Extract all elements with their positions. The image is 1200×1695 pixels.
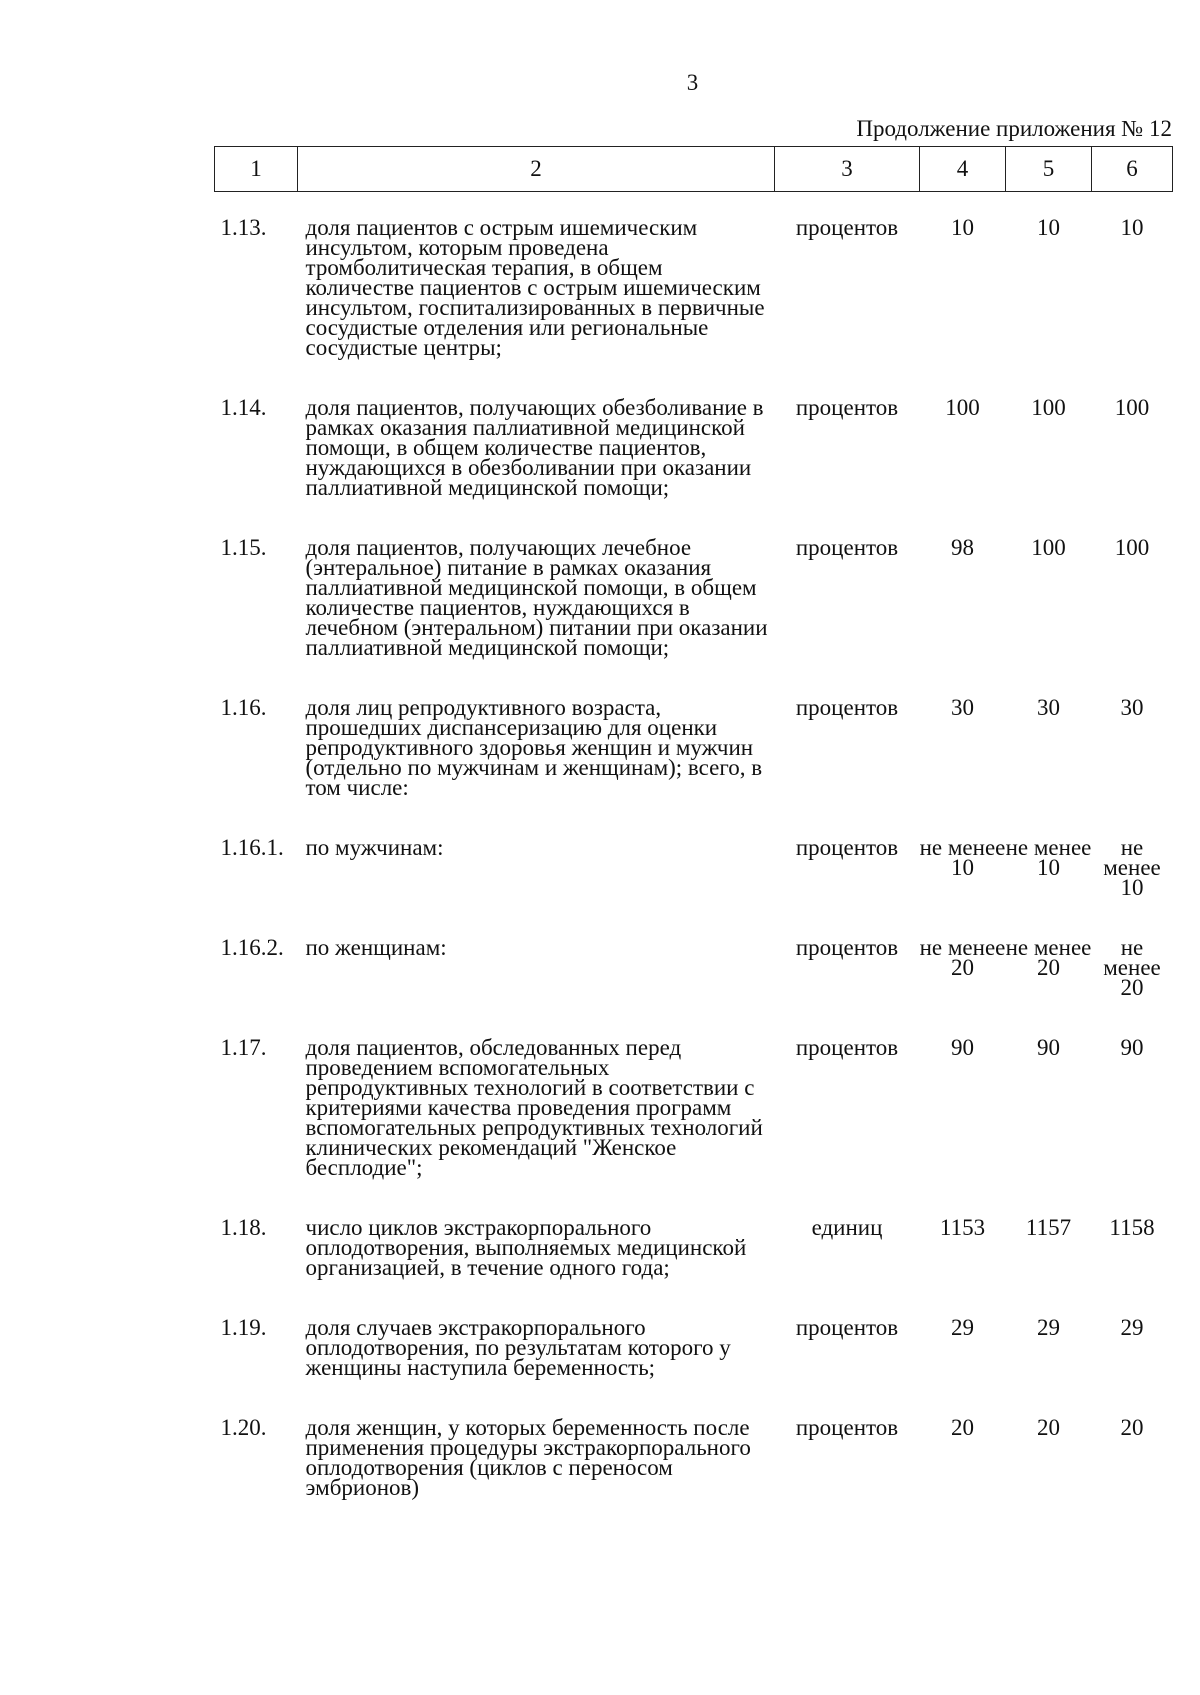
- row-value-col6: не менее 10: [1103, 835, 1161, 900]
- row-description: доля пациентов, получающих обезболивание в рамках оказания паллиативной медицинской помощи, в общем количестве пациентов, нуждающихся в обезболивании при оказании паллиативной медицинской помощи;: [305, 395, 764, 500]
- row-value-col5: не менее 10: [1005, 835, 1092, 880]
- row-value-col4: 30: [951, 695, 974, 720]
- row-value-col5: 90: [1037, 1035, 1060, 1060]
- row-number: 1.14.: [220, 395, 267, 420]
- row-description: доля пациентов, обследованных перед проведением вспомогательных репродуктивных технологий в соответствии с критериями качества проведения программ вспомогательных репродуктивных технологий клинических рекомендаций "Женское бесплодие";: [305, 1035, 763, 1180]
- row-unit: процентов: [795, 535, 899, 560]
- row-value-col4: 1153: [939, 1215, 986, 1240]
- row-description: доля пациентов, получающих лечебное (энтеральное) питание в рамках оказания паллиативной медицинской помощи, в общем количестве пациентов, нуждающихся в лечебном (энтеральном) питании при оказании паллиативной медицинской помощи;: [305, 535, 768, 660]
- row-unit: процентов: [795, 395, 899, 420]
- row-number: 1.20.: [220, 1415, 267, 1440]
- column-header: 6: [1092, 147, 1173, 192]
- row-number: 1.19.: [220, 1315, 267, 1340]
- row-unit: процентов: [795, 835, 899, 860]
- table-row: [215, 398, 1173, 498]
- row-number: 1.16.1.: [220, 835, 284, 860]
- page-number: 3: [686, 70, 699, 95]
- row-number: 1.17.: [220, 1035, 267, 1060]
- row-number: 1.13.: [220, 215, 267, 240]
- row-value-col5: 29: [1037, 1315, 1060, 1340]
- table-row: [215, 1038, 1173, 1178]
- row-number: 1.16.2.: [220, 935, 284, 960]
- row-value-col6: 90: [1120, 1035, 1144, 1060]
- row-description: доля лиц репродуктивного возраста, прошедших диспансеризацию для оценки репродуктивного здоровья женщин и мужчин (отдельно по мужчинам и женщинам); всего, в том числе:: [305, 695, 763, 800]
- table-row: [215, 938, 1173, 998]
- table-row: [215, 1318, 1173, 1378]
- row-value-col6: 29: [1120, 1315, 1144, 1340]
- column-header: 5: [1006, 147, 1092, 192]
- row-description: доля женщин, у которых беременность после применения процедуры экстракорпорального оплодотворения (циклов с переносом эмбрионов): [305, 1415, 751, 1500]
- table-header: [215, 147, 1173, 192]
- row-value-col4: 29: [951, 1315, 974, 1340]
- row-value-col4: 20: [951, 1415, 974, 1440]
- row-value-col4: не менее 20: [919, 935, 1006, 980]
- row-value-col4: 10: [951, 215, 974, 240]
- row-number: 1.16.: [220, 695, 267, 720]
- row-value-col6: не менее 20: [1103, 935, 1161, 1000]
- row-value-col4: 98: [951, 535, 974, 560]
- row-number: 1.18.: [220, 1215, 267, 1240]
- row-unit: процентов: [795, 935, 899, 960]
- row-value-col6: 10: [1120, 215, 1144, 240]
- row-description: доля случаев экстракорпорального оплодотворения, по результатам которого у женщины наступила беременность;: [305, 1315, 731, 1380]
- table-row: [215, 1218, 1173, 1278]
- table-row: [215, 698, 1173, 798]
- column-header: 4: [920, 147, 1006, 192]
- row-value-col5: 10: [1037, 215, 1060, 240]
- table-row: [215, 838, 1173, 898]
- row-unit: процентов: [795, 1315, 899, 1340]
- row-value-col5: 100: [1031, 395, 1066, 420]
- row-value-col5: не менее 20: [1005, 935, 1092, 980]
- table-row: [215, 218, 1173, 358]
- continuation-caption: Продолжение приложения № 12: [856, 116, 1172, 141]
- row-value-col5: 100: [1031, 535, 1066, 560]
- row-value-col6: 20: [1120, 1415, 1144, 1440]
- row-value-col6: 1158: [1109, 1215, 1155, 1240]
- row-value-col4: 90: [951, 1035, 974, 1060]
- row-unit: процентов: [795, 215, 899, 240]
- table-row: [215, 1418, 1173, 1498]
- row-value-col4: не менее 10: [919, 835, 1006, 880]
- row-value-col5: 30: [1037, 695, 1060, 720]
- row-value-col5: 20: [1037, 1415, 1060, 1440]
- row-value-col6: 30: [1120, 695, 1144, 720]
- row-unit: процентов: [795, 1035, 899, 1060]
- row-description: по женщинам:: [305, 935, 447, 960]
- row-value-col5: 1157: [1025, 1215, 1072, 1240]
- column-header: 2: [298, 147, 775, 192]
- row-value-col6: 100: [1114, 535, 1150, 560]
- column-header: 1: [215, 147, 298, 192]
- row-number: 1.15.: [220, 535, 267, 560]
- row-description: число циклов экстракорпорального оплодотворения, выполняемых медицинской организацией, в течение одного года;: [305, 1215, 747, 1280]
- row-unit: процентов: [795, 695, 899, 720]
- row-value-col6: 100: [1114, 395, 1150, 420]
- column-header: 3: [775, 147, 920, 192]
- row-value-col4: 100: [945, 395, 980, 420]
- indicators-table: [214, 146, 1173, 1498]
- row-description: доля пациентов с острым ишемическим инсультом, которым проведена тромболитическая терапия, в общем количестве пациентов с острым ишемическим инсультом, госпитализированных в первичные сосудистые отделения или региональные сосудистые центры;: [305, 215, 765, 360]
- row-description: по мужчинам:: [305, 835, 444, 860]
- row-unit: единиц: [811, 1215, 883, 1240]
- row-unit: процентов: [795, 1415, 899, 1440]
- table-row: [215, 538, 1173, 658]
